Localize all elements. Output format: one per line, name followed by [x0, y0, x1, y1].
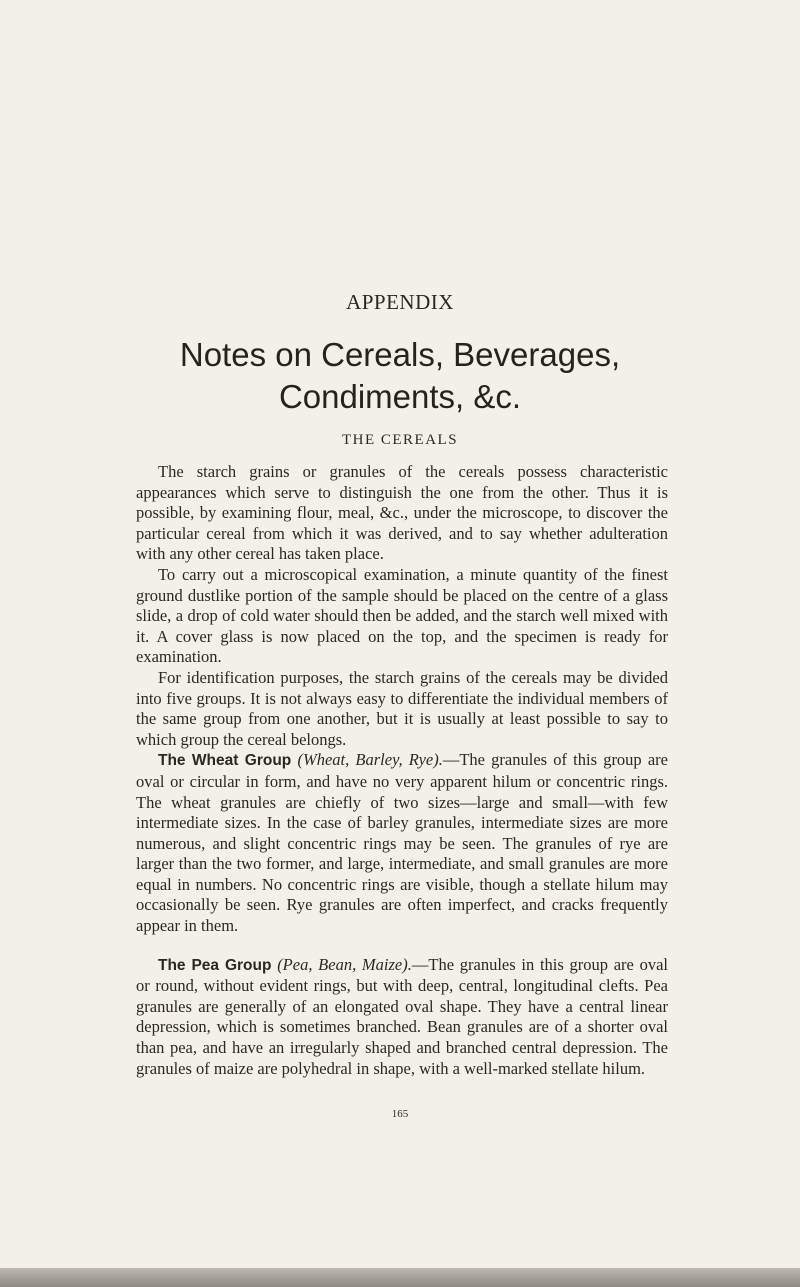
page-title	[0, 334, 800, 418]
page-number: 165	[391, 1108, 409, 1120]
pea-group-text: —The granules in this group are oval or round, without evident rings, but with deep, central, longitudinal clefts. Pea granules are generally of an elongated oval shape. They have a central linear depression, which is sometimes branched. Bean granules are of a shorter oval than pea, and have an irregularly shaped and branched central depression. The granules of maize are polyhedral in shape, with a well-marked stellate hilum.	[136, 954, 669, 1078]
title-line-1: Notes on Cereals, Beverages,	[179, 336, 621, 373]
body-text	[136, 462, 668, 1079]
paragraph-wheat-group	[136, 750, 668, 936]
page-edge	[0, 1268, 800, 1287]
paragraph-examination: To carry out a microscopical examination, a minute quantity of the finest ground dustlike portion of the sample should be placed on the centre of a glass slide, a drop of cold water should then be added, and the starch well mixed with it. A cover glass is now placed on the top, and the specimen is ready for examination.	[136, 564, 668, 667]
paragraph-starch-grains: The starch grains or granules of the cereals possess characteristic appearances which serve to distinguish the one from the other. Thus it is possible, by examining flour, meal, &c., under the microscope, to discover the particular cereal from which it was derived, and to say whether adulteration with any other cereal has taken place.	[136, 462, 668, 564]
section-heading: THE CEREALS	[341, 432, 459, 448]
pea-group-name: The Pea Group	[158, 956, 272, 974]
wheat-group-text: —The granules of this group are oval or circular in form, and have no very apparent hilum or concentric rings. The wheat granules are chiefly of two sizes—large and small—with few intermediate sizes. In the case of barley granules, intermediate sizes are more numerous, and slight concentric rings may be seen. The granules of rye are larger than the two former, and large, intermediate, and small granules are more equal in numbers. No concentric rings are visible, though a stellate hilum may occasionally be seen. Rye granules are often imperfect, and cracks frequently appear in them.	[136, 750, 669, 936]
wheat-group-name: The Wheat Group	[158, 752, 292, 770]
paragraph-pea-group	[136, 955, 668, 1080]
title-line-2: Condiments, &c.	[278, 378, 522, 415]
appendix-heading: APPENDIX	[346, 290, 454, 314]
wheat-group-members: (Wheat, Barley, Rye).	[297, 750, 443, 770]
pea-group-members: (Pea, Bean, Maize).	[277, 954, 412, 974]
paragraph-identification: For identification purposes, the starch grains of the cereals may be divided into five groups. It is not always easy to differentiate the individual members of the same group from one another, but it is usually at least possible to say to which group the cereal belongs.	[136, 667, 668, 749]
